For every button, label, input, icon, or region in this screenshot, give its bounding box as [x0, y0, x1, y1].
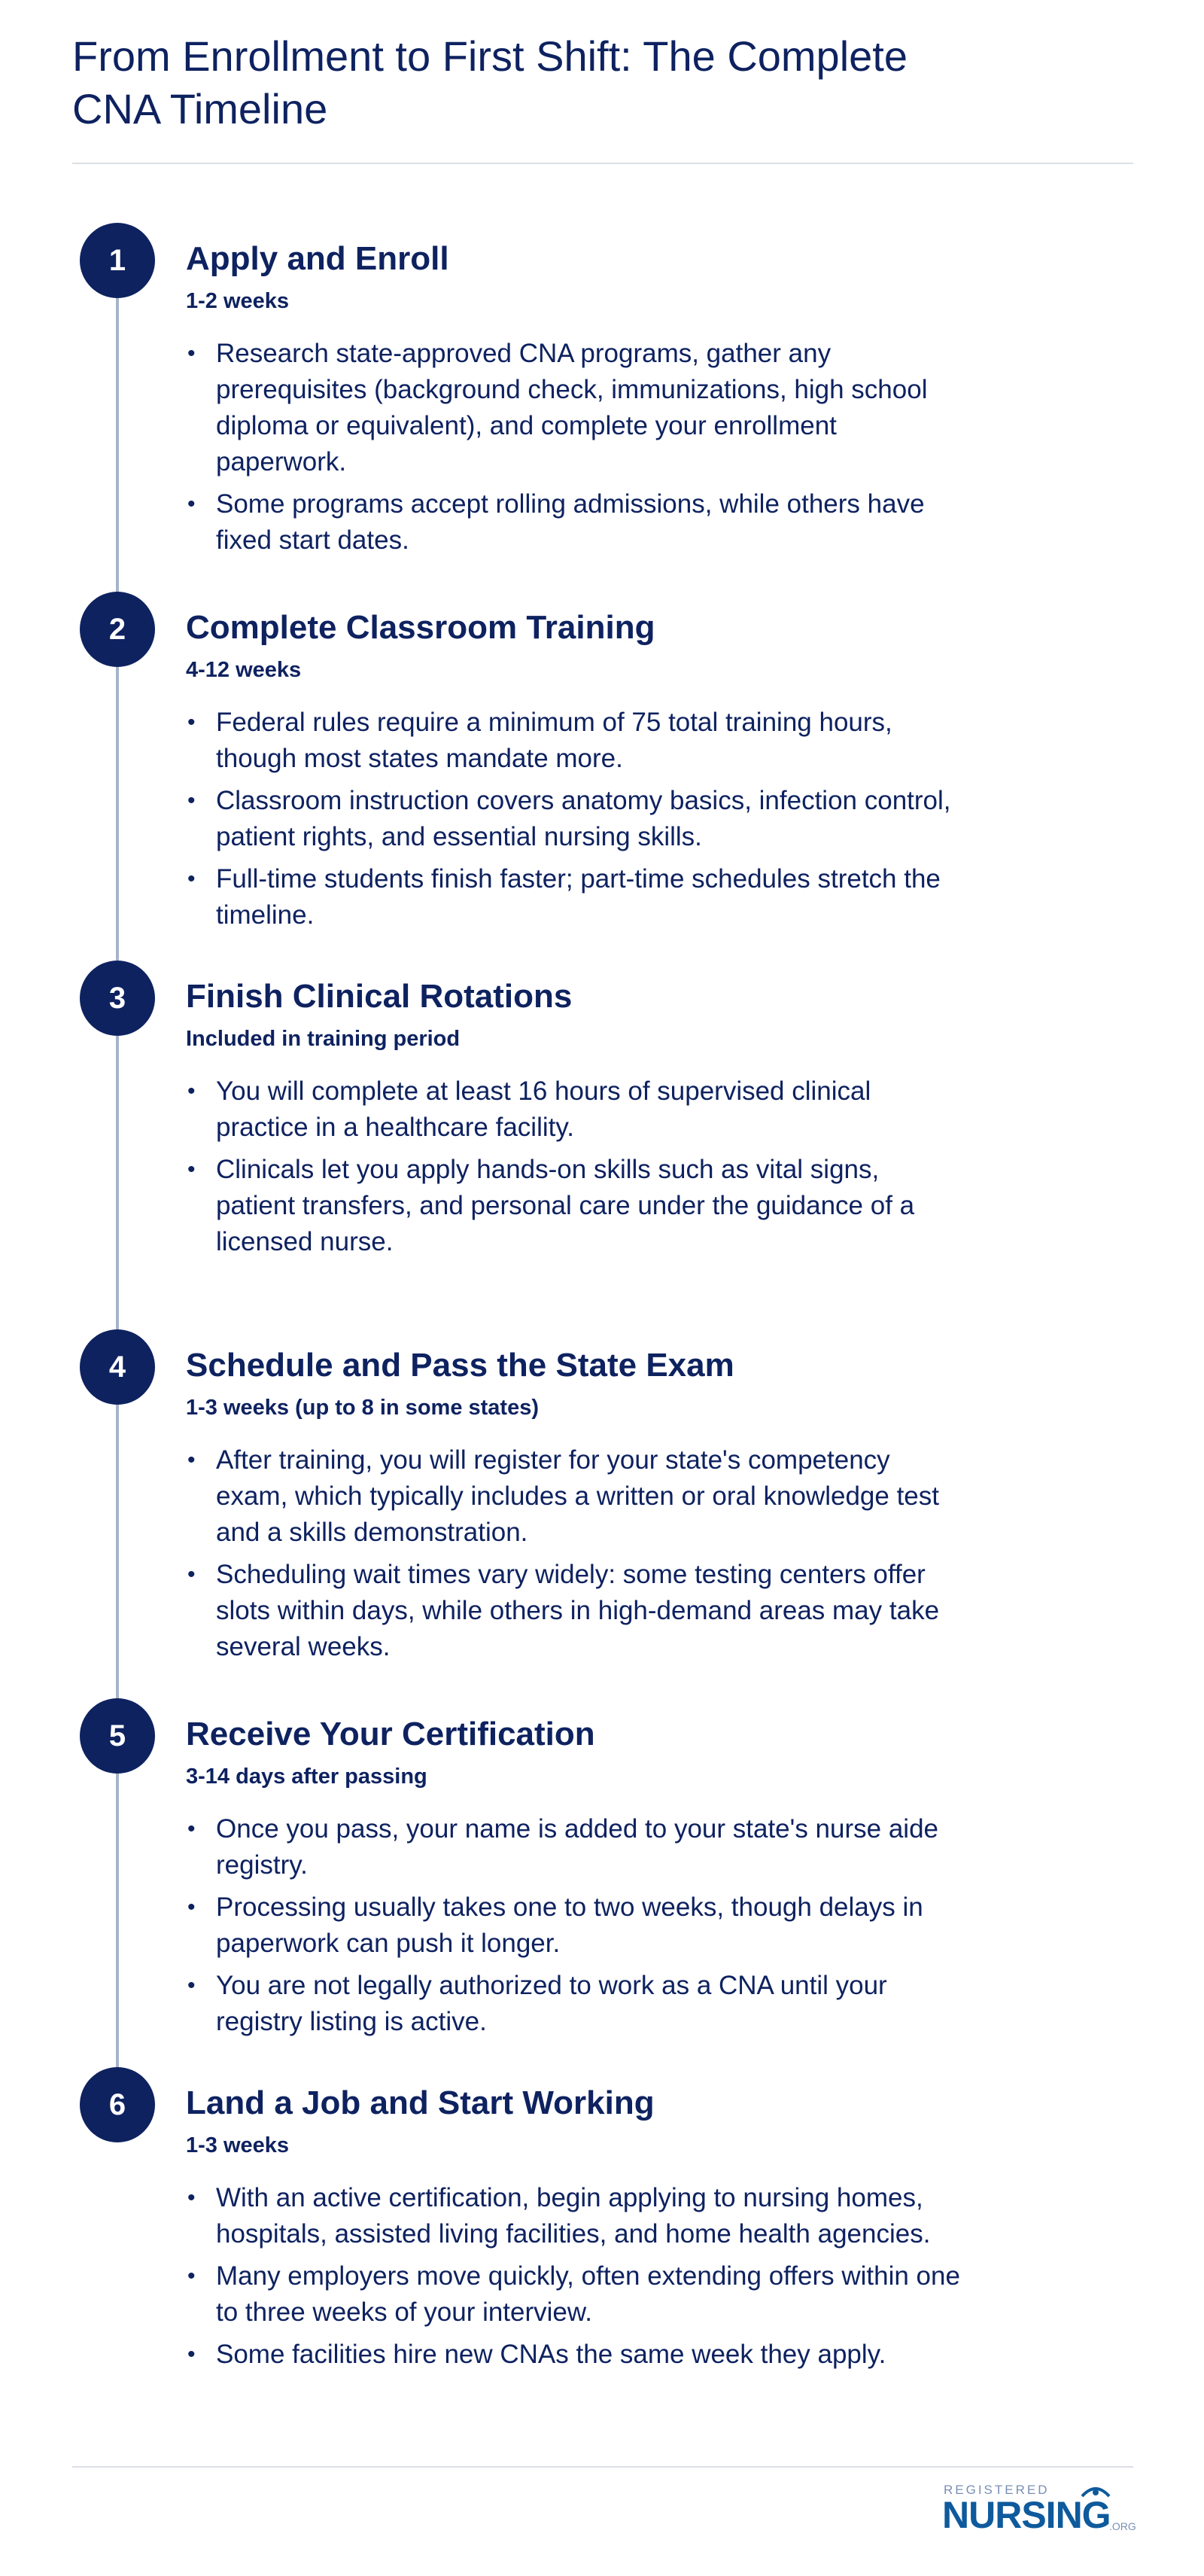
step-title: Receive Your Certification: [186, 1716, 595, 1752]
timeline-line: [116, 260, 119, 2102]
step-duration: 4-12 weeks: [186, 658, 302, 682]
step-title: Complete Classroom Training: [186, 609, 655, 646]
step-number-badge: 2: [80, 592, 155, 667]
logo-suffix-text: .ORG: [1109, 2520, 1136, 2532]
step-number-badge: 4: [80, 1329, 155, 1405]
bullet-item: • Some programs accept rolling admissions, while others have fixed start dates.: [186, 486, 961, 559]
bullet-item: • Some facilities hire new CNAs the same week they apply.: [186, 2337, 961, 2373]
bullet-item: • Classroom instruction covers anatomy basics, infection control, patient rights, and essential nursing skills.: [186, 783, 961, 855]
bullet-item: • Full-time students finish faster; part-time schedules stretch the timeline.: [186, 861, 961, 933]
step-bullets: [186, 1073, 961, 1266]
page-title: From Enrollment to First Shift: The Complete CNA Timeline: [72, 32, 908, 132]
step-duration: 1-2 weeks: [186, 289, 290, 313]
bullet-item: • You are not legally authorized to work as a CNA until your registry listing is active.: [186, 1968, 961, 2040]
bullet-item: • Federal rules require a minimum of 75 total training hours, though most states mandate more.: [186, 705, 961, 777]
bullet-item: • With an active certification, begin applying to nursing homes, hospitals, assisted living facilities, and home health agencies.: [186, 2180, 961, 2252]
step-duration: Included in training period: [186, 1027, 461, 1051]
step-number-badge: 3: [80, 961, 155, 1036]
step-title: Finish Clinical Rotations: [186, 978, 573, 1015]
bullet-item: • Once you pass, your name is added to your state's nurse aide registry.: [186, 1811, 961, 1883]
bullet-item: • Clinicals let you apply hands-on skills such as vital signs, patient transfers, and personal care under the guidance of a licensed nurse.: [186, 1152, 961, 1260]
step-duration: 1-3 weeks (up to 8 in some states): [186, 1396, 539, 1420]
bullet-item: • Many employers move quickly, often extending offers within one to three weeks of your interview.: [186, 2258, 961, 2331]
bullet-item: • Scheduling wait times vary widely: some testing centers offer slots within days, while others in high-demand areas may take several weeks.: [186, 1557, 961, 1665]
step-title: Land a Job and Start Working: [186, 2084, 655, 2121]
bullet-item: • Processing usually takes one to two weeks, though delays in paperwork can push it longer.: [186, 1889, 961, 1962]
logo-main-text: NURSING: [942, 2494, 1111, 2536]
step-title: Apply and Enroll: [186, 240, 449, 277]
step-bullets: [186, 1811, 961, 2046]
step-number-badge: 6: [80, 2067, 155, 2142]
bullet-item: • Research state-approved CNA programs, gather any prerequisites (background check, immunizations, high school diploma or equivalent), and complete your enrollment paperwork.: [186, 336, 961, 480]
step-duration: 3-14 days after passing: [186, 1765, 427, 1789]
step-bullets: [186, 336, 961, 565]
registered-nursing-logo: [942, 2483, 1138, 2543]
top-divider: [72, 163, 1133, 164]
bullet-item: • After training, you will register for your state's competency exam, which typically includes a written or oral knowledge test and a skills demonstration.: [186, 1442, 961, 1551]
logo-top-text: REGISTERED: [944, 2483, 1050, 2497]
step-duration: 1-3 weeks: [186, 2133, 290, 2157]
step-bullets: [186, 2180, 961, 2379]
bullet-item: • You will complete at least 16 hours of supervised clinical practice in a healthcare facility.: [186, 1073, 961, 1146]
step-title: Schedule and Pass the State Exam: [186, 1347, 734, 1384]
step-number-badge: 5: [80, 1698, 155, 1774]
step-bullets: [186, 1442, 961, 1671]
step-number-badge: 1: [80, 223, 155, 298]
bottom-divider: [72, 2466, 1133, 2468]
step-bullets: [186, 705, 961, 939]
